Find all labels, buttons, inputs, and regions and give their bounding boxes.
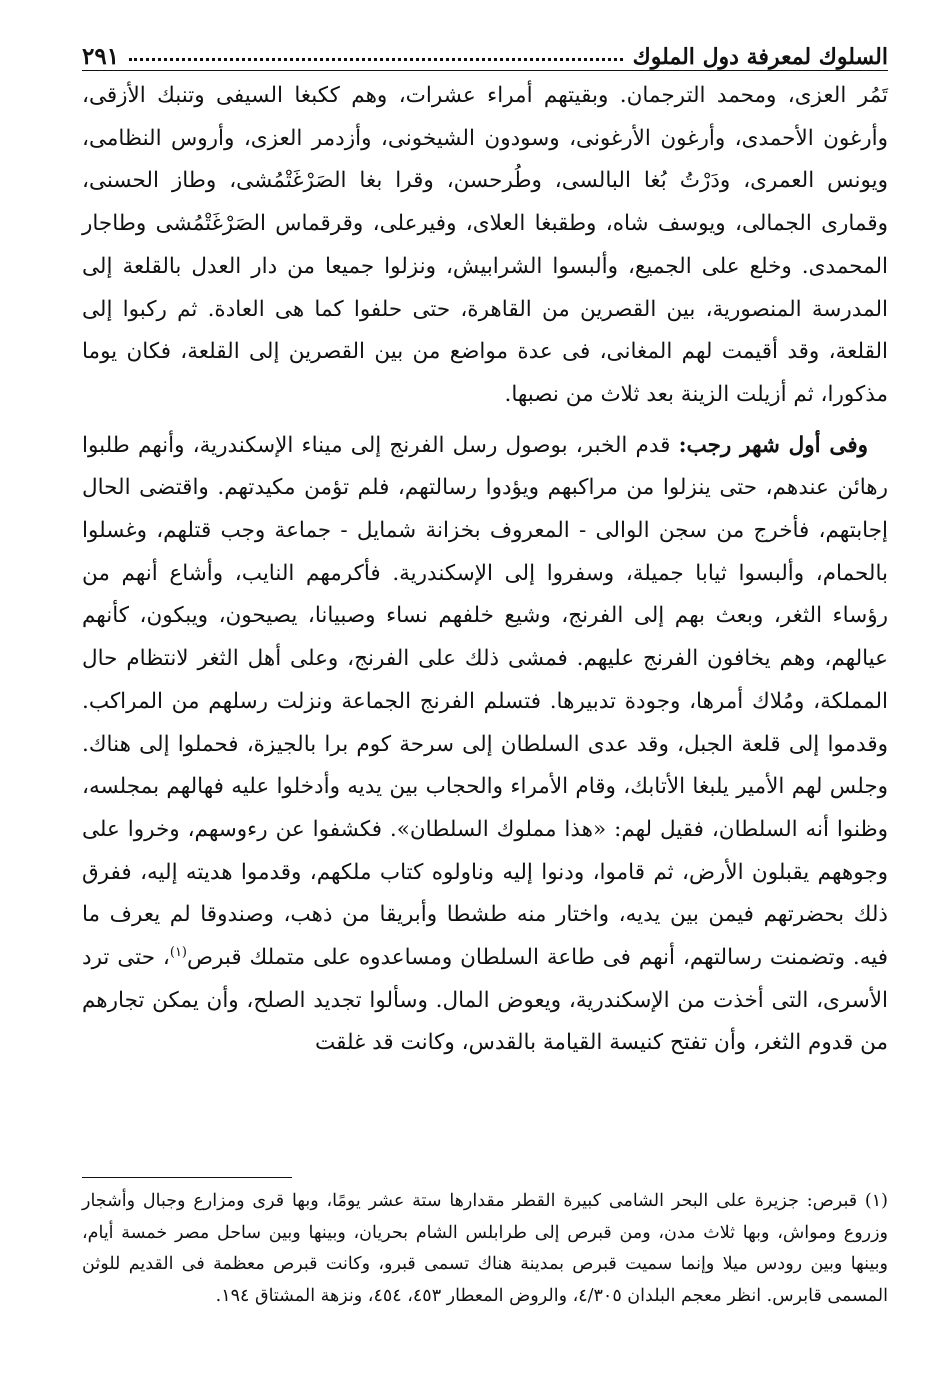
book-title: السلوك لمعرفة دول الملوك bbox=[632, 44, 888, 70]
footnotes-section bbox=[82, 1177, 888, 1312]
paragraph-2-text-a: قدم الخبر، بوصول رسل الفرنج إلى ميناء الإسكندرية، وأنهم طلبوا رهائن عندهم، حتى ينزلوا من مراكبهم ويؤدوا رسالتهم، فلم تؤمن مكيدتهم. واقتضى الحال إجابتهم، فأخرج من سجن الوالى - المعروف بخزانة شمايل - جماعة وجب قتلهم، وغسلوا بالحمام، وألبسوا ثيابا جميلة، وسفروا إلى الإسكندرية. فأكرمهم النايب، وأشاع أنهم من رؤساء الثغر، وبعث بهم إلى الفرنج، وشيع خلفهم نساء وصبيانا، يصيحون، ويبكون، كأنهم عيالهم، وهم يخافون الفرنج عليهم. فمشى ذلك على الفرنج، وعلى أهل الثغر لانتظام حال المملكة، ومُلاك أمرها، وجودة تدبيرها. فتسلم الفرنج الجماعة ونزلت رسلهم من المراكب. وقدموا إلى قلعة الجبل، وقد عدى السلطان إلى سرحة كوم برا بالجيزة، فحملوا إلى هناك. وجلس لهم الأمير يلبغا الأتابك، وقام الأمراء والحجاب بين يديه وأدخلوا عليه فهالهم بمجلسه، وظنوا أنه السلطان، فقيل لهم: «هذا مملوك السلطان». فكشفوا عن رءوسهم، وخروا على وجوههم يقبلون الأرض، ثم قاموا، ودنوا إليه وناولوه كتاب ملكهم، وقدموا هديته إليه، ففرق ذلك بحضرتهم فيمن بين يديه، واختار منه طشطا وأبريقا من ذهب، وصندوقا لم يعرف ما فيه. وتضمنت رسالتهم، أنهم فى طاعة السلطان ومساعدوه على متملك قبرص bbox=[82, 432, 888, 971]
footnote-1: (١) قبرص: جزيرة على البحر الشامى كبيرة القطر مقدارها ستة عشر يومًا، وبها قرى ومزارع وجبال وأشجار وزروع ومواش، وبها ثلاث مدن، ومن قبرص إلى طرابلس الشام بحريان، وبينها وبين ساحل مصر خمسة أيام، وبينها وبين رودس ميلا وإنما سميت قبرص بمدينة هناك تسمى قبرو، وكانت قبرص معظمة فى القديم للوثن المسمى قابرس. انظر معجم البلدان ٤/٣٠٥، والروض المعطار ٤٥٣، ٤٥٤، ونزهة المشتاق ١٩٤. bbox=[82, 1191, 888, 1306]
footnote-rule bbox=[82, 1177, 292, 1178]
footnote-marker[interactable]: (١) bbox=[169, 944, 187, 960]
running-header bbox=[82, 22, 888, 71]
paragraph-1: تَمُر العزى، ومحمد الترجمان. وبقيتهم أمراء عشرات، وهم ككبغا السيفى وتنبك الأزقى، وأرغون الأحمدى، وأرغون الأرغونى، وسودون الشيخونى، وأزدمر العزى، وأروس النظامى، ويونس العمرى، ودَرْتُ بُغا البالسى، وطُرحسن، وقرا بغا الصَرْغَتْمُشى، وطاز الحسنى، وقمارى الجمالى، ويوسف شاه، وطقبغا العلاى، وفيرعلى، وقرقماس الصَرْغَتْمُشى وطاجار المحمدى. وخلع على الجميع، وألبسوا الشرابيش، ونزلوا جميعا من دار العدل بالقلعة إلى المدرسة المنصورية، بين القصرين من القاهرة، حتى حلفوا كما هى العادة. ثم ركبوا إلى القلعة، وقد أقيمت لهم المغانى، فى عدة مواضع من بين القصرين إلى القلعة، فكان يوما مذكورا، ثم أزيلت الزينة بعد ثلاث من نصبها. bbox=[82, 83, 888, 407]
page-number: ٢٩١ bbox=[82, 43, 120, 70]
paragraph-2-text-b: ، حتى ترد الأسرى، التى أخذت من الإسكندرية، ويعوض المال. وسألوا تجديد الصلح، وأن يمكن تجارهم من قدوم الثغر، وأن تفتح كنيسة القيامة بالقدس، وكانت قد غلقت bbox=[82, 945, 888, 1056]
main-text bbox=[82, 75, 888, 1065]
paragraph-2 bbox=[82, 425, 888, 1066]
paragraph-lead: وفى أول شهر رجب: bbox=[678, 432, 869, 458]
header-dot-leader bbox=[129, 58, 623, 61]
page bbox=[82, 22, 888, 1306]
